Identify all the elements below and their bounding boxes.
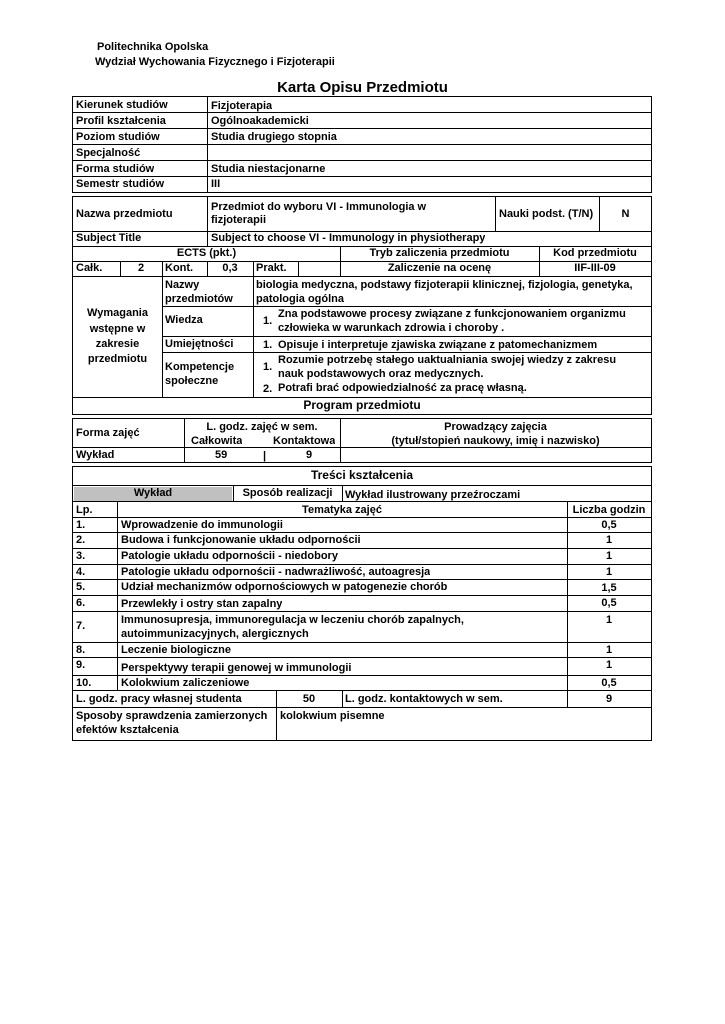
topic-hours: 1 (605, 614, 613, 626)
topic-lp: 3. (76, 550, 86, 562)
competence-label-2: społeczne (165, 375, 219, 387)
topic-lp: 5. (76, 581, 86, 593)
topic-text: Przewlekły i ostry stan zapalny (121, 598, 283, 610)
topic-text: Udział mechanizmów odpornościowych w patogenezie chorób (121, 581, 448, 593)
topic-text: Patologie układu odpornościi - nadwrażliwość, autoagresja (121, 566, 431, 578)
knowledge-line-2: człowieka w warunkach zdrowia i choroby . (278, 322, 505, 334)
topic-lp: 6. (76, 597, 86, 609)
prereq-courses-value-2: patologia ogólna (256, 293, 344, 305)
topic-text: Leczenie biologiczne (121, 644, 232, 656)
topic-text: Budowa i funkcjonowanie układu odpornościi (121, 534, 361, 546)
program-row-form: Wykład (76, 449, 115, 461)
verification-label-2: efektów kształcenia (76, 724, 179, 736)
topic-text: Kolokwium zaliczeniowe (121, 677, 250, 689)
prereq-courses-value-1: biologia medyczna, podstawy fizjoterapii klinicznej, fizjologia, genetyka, (256, 279, 633, 291)
prereq-label-3: zakresie (95, 338, 140, 350)
topic-lp: 9. (76, 659, 86, 671)
topic-lp: 2. (76, 534, 86, 546)
prereq-courses-label-2: przedmiotów (165, 293, 233, 305)
study-info-table (72, 96, 652, 193)
course-code-value: IIF-III-09 (574, 262, 616, 274)
competence-line-1: Rozumie potrzebę stałego uaktualniania swojej wiedzy z zakresu (278, 354, 617, 366)
knowledge-label: Wiedza (165, 314, 203, 326)
profile-value: Ogólnoakademicki (211, 115, 309, 127)
topic-lp: 10. (76, 677, 92, 689)
topic-hours: 1 (605, 644, 613, 656)
study-field-value: Fizjoterapia (211, 100, 273, 112)
basic-sciences-label: Nauki podst. (T/N) (499, 208, 594, 220)
skills-text: Opisuje i interpretuje zjawiska związane z patomechanizmem (278, 339, 598, 351)
course-name-line2: fizjoterapii (211, 214, 267, 226)
ects-contact-label: Kont. (165, 262, 194, 274)
basic-sciences-value: N (621, 208, 630, 220)
faculty-name: Wydział Wychowania Fizycznego i Fizjoterapii (95, 56, 335, 68)
knowledge-line-1: Zna podstawowe procesy związane z funkcjonowaniem organizmu (278, 308, 626, 320)
verification-label-1: Sposoby sprawdzenia zamierzonych (76, 710, 268, 722)
verification-value: kolokwium pisemne (280, 710, 385, 722)
subject-title-label: Subject Title (76, 232, 142, 244)
program-row-contact: 9 (306, 449, 313, 461)
ects-practical-label: Prakt. (256, 262, 287, 274)
topic-text: Patologie układu odpornościi - niedobory (121, 550, 338, 562)
prereq-courses-label-1: Nazwy (165, 279, 200, 291)
competence-num-2: 2. (263, 383, 273, 395)
competence-line-2: nauk podstawowych oraz medycznych. (278, 368, 484, 380)
program-title: Program przedmiotu (303, 399, 421, 412)
specialty-label: Specjalność (76, 147, 141, 159)
course-name-line1: Przedmiot do wyboru VI - Immunologia w (211, 201, 427, 213)
teacher-header: Prowadzący zajęcia (444, 421, 547, 433)
content-form: Wykład (74, 487, 232, 501)
contact-hours-value: 9 (605, 693, 613, 705)
prereq-label-4: przedmiotu (87, 353, 148, 365)
exam-mode-value: Zaliczenie na ocenę (387, 262, 492, 274)
topic-text-cont: autoimmunizacyjnych, alergicznych (121, 628, 309, 640)
ects-contact-value: 0,3 (222, 262, 238, 274)
topic-hours: 1 (605, 566, 613, 578)
total-header: Całkowita (191, 435, 243, 447)
topic-lp: 1. (76, 519, 86, 531)
competence-label-1: Kompetencje (165, 361, 235, 373)
program-row-separator: | (263, 450, 267, 462)
semester-value: III (211, 178, 221, 190)
topic-text: Wprowadzenie do immunologii (121, 519, 283, 531)
study-form-label: Forma studiów (76, 163, 155, 175)
course-info-table (72, 196, 652, 415)
course-content-table (72, 466, 652, 741)
topic-hours: 1,5 (601, 582, 617, 594)
contact-header: Kontaktowa (273, 435, 336, 447)
topic-text: Perspektywy terapii genowej w immunologii (121, 662, 352, 674)
topic-hours: 0,5 (601, 677, 617, 689)
level-label: Poziom studiów (76, 131, 160, 143)
hours-header: L. godz. zajęć w sem. (206, 421, 318, 433)
page-title: Karta Opisu Przedmiotu (277, 79, 448, 96)
profile-label: Profil kształcenia (76, 115, 166, 127)
self-work-label: L. godz. pracy własnej studenta (76, 693, 242, 705)
method-label: Sposób realizacji (242, 487, 333, 499)
method-value: Wykład ilustrowany przeźroczami (345, 489, 521, 501)
knowledge-num: 1. (263, 315, 273, 327)
level-value: Studia drugiego stopnia (211, 131, 337, 143)
topic-hours: 1 (605, 534, 613, 546)
prereq-label-1: Wymagania (87, 307, 148, 319)
program-row-total: 59 (215, 449, 228, 461)
topic-lp: 4. (76, 566, 86, 578)
university-name: Politechnika Opolska (97, 41, 209, 53)
topic-hours: 1 (605, 550, 613, 562)
teacher-subheader: (tytuł/stopień naukowy, imię i nazwisko) (391, 435, 600, 447)
ects-total-value: 2 (137, 262, 145, 274)
topic-header: Tematyka zajęć (302, 504, 382, 516)
program-hours-table (72, 418, 652, 463)
topic-hours: 1 (605, 659, 613, 671)
study-field-label: Kierunek studiów (76, 99, 168, 111)
ects-total-label: Całk. (76, 262, 103, 274)
competence-num-1: 1. (263, 361, 273, 373)
topic-hours: 0,5 (601, 519, 617, 531)
competence-text-2: Potrafi brać odpowiedzialność za pracę własną. (278, 382, 527, 394)
topic-text: Immunosupresja, immunoregulacja w leczeniu chorób zapalnych, (121, 614, 464, 626)
exam-mode-header: Tryb zaliczenia przedmiotu (369, 247, 510, 259)
course-code-header: Kod przedmiotu (553, 247, 637, 259)
content-title: Treści kształcenia (310, 469, 414, 482)
study-form-value: Studia niestacjonarne (211, 163, 326, 175)
contact-hours-label: L. godz. kontaktowych w sem. (345, 693, 503, 705)
lp-header: Lp. (76, 504, 93, 516)
skills-label: Umiejętności (165, 338, 234, 350)
hours-column-header: Liczba godzin (572, 504, 646, 516)
topic-lp: 8. (76, 644, 86, 656)
ects-header: ECTS (pkt.) (176, 247, 237, 259)
topic-lp: 7. (76, 620, 86, 632)
semester-label: Semestr studiów (76, 178, 165, 190)
course-name-label: Nazwa przedmiotu (76, 208, 173, 220)
topic-hours: 0,5 (601, 597, 617, 609)
self-work-value: 50 (302, 693, 316, 705)
skills-num: 1. (263, 339, 273, 351)
form-label: Forma zajęć (76, 427, 140, 439)
subject-title-value: Subject to choose VI - Immunology in physiotherapy (211, 232, 486, 244)
prereq-label-2: wstępne w (89, 323, 146, 335)
